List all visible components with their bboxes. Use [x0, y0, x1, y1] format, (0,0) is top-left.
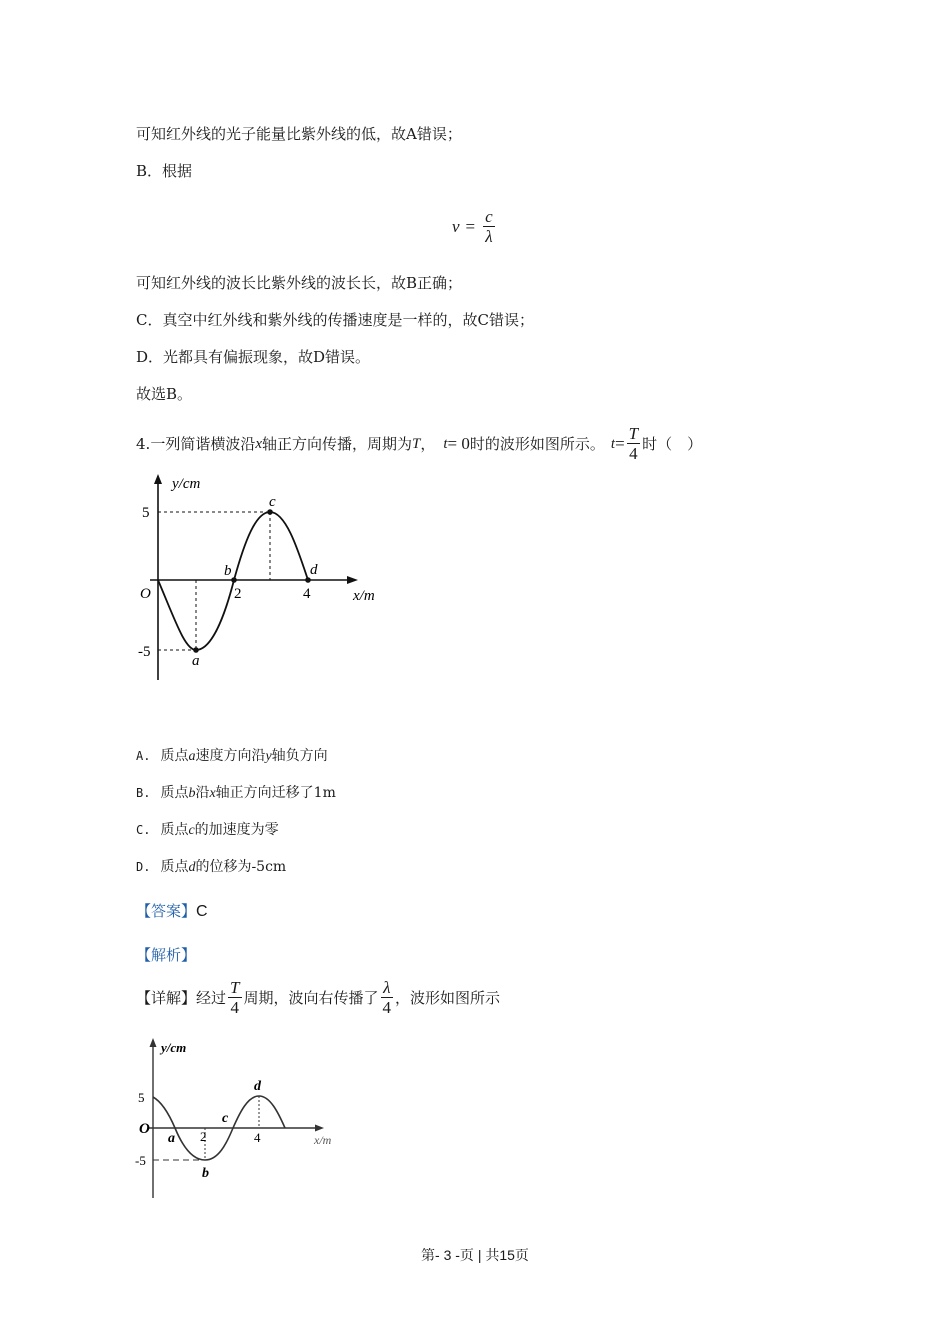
text-line-4: C．真空中红外线和紫外线的传播速度是一样的，故C错误；: [136, 311, 534, 329]
question-t1: t: [610, 435, 616, 452]
question-4: [136, 424, 702, 463]
question-frac-num: T: [628, 424, 639, 443]
option-b-key: B.: [136, 786, 151, 800]
question-T: T: [412, 435, 421, 452]
page-footer: 第- 3 -页 | 共15页: [421, 1247, 529, 1263]
detail-label: 【详解】: [136, 988, 197, 1007]
option-d-key: D.: [136, 860, 151, 874]
option-a-post2: 轴负方向: [271, 748, 328, 764]
option-a-pre: 质点: [160, 748, 189, 764]
option-b[interactable]: [136, 783, 336, 804]
point-a: [193, 647, 199, 653]
option-d-var: d: [188, 860, 196, 875]
question-text-3: ，: [420, 434, 436, 453]
analysis-line: [136, 945, 196, 965]
label-a: a: [192, 653, 200, 669]
option-b-pre: 质点: [160, 785, 189, 801]
label-c: c: [269, 494, 276, 510]
question-text-1: 一列简谐横波沿: [150, 434, 256, 453]
text-line-6: 故选B。: [136, 385, 193, 403]
option-b-var2: x: [209, 786, 216, 801]
detail-f2-num: λ: [383, 978, 391, 997]
question-fraction: [627, 424, 640, 463]
question-text-4: 时的波形如图所示。: [469, 434, 605, 453]
option-d-pre: 质点: [160, 859, 189, 875]
label-c: c: [222, 1111, 229, 1126]
x-axis-arrow-icon: [347, 576, 358, 584]
tick-x-2: 2: [234, 586, 242, 602]
question-number: 4.: [136, 434, 151, 453]
option-a-var: a: [188, 749, 196, 764]
y-axis-arrow-icon: [154, 474, 162, 484]
option-c[interactable]: [136, 820, 279, 841]
formula-num: c: [485, 207, 493, 226]
detail-line: [136, 978, 500, 1017]
label-d: d: [310, 562, 318, 578]
detail-fraction-2: [381, 978, 394, 1017]
formula-eq: =: [465, 216, 476, 236]
question-frac-den: 4: [629, 444, 638, 463]
option-b-var: b: [188, 786, 196, 801]
tick-x-4: 4: [303, 586, 311, 602]
point-d: [305, 577, 311, 583]
wave-graph-2: [130, 1030, 370, 1210]
x-label: x/m: [314, 1133, 332, 1147]
option-a-var2: y: [265, 749, 272, 764]
origin-label: O: [139, 1121, 150, 1137]
option-b-post2: 轴正方向迁移了1m: [215, 785, 336, 801]
tick-y-5: 5: [138, 1090, 145, 1105]
label-b: b: [202, 1166, 209, 1181]
question-x: x: [255, 435, 262, 452]
x-label: x/m: [353, 588, 375, 604]
detail-f1-den: 4: [230, 998, 240, 1017]
label-a: a: [168, 1131, 175, 1146]
option-a-post1: 速度方向沿: [195, 748, 266, 764]
detail-fraction-1: [228, 978, 241, 1017]
option-b-post1: 沿: [195, 785, 210, 801]
tick-y-5: 5: [142, 505, 150, 521]
analysis-label: 【解析】: [136, 946, 197, 964]
question-text-2: 轴正方向传播，周期为: [262, 434, 413, 453]
point-b: [231, 577, 237, 583]
point-c: [267, 509, 273, 515]
y-label: y/cm: [161, 1040, 187, 1055]
question-eq1: =: [615, 433, 625, 453]
option-a-key: A.: [136, 749, 151, 763]
option-c-post1: 的加速度为零: [194, 822, 279, 838]
formula-fraction: [483, 207, 495, 246]
question-text-5: 时（ ）: [642, 434, 703, 453]
wave-graph-1: [130, 470, 390, 700]
tick-x-2: 2: [200, 1129, 207, 1144]
formula-frequency: [452, 207, 497, 246]
tick-x-4: 4: [254, 1130, 261, 1145]
detail-f2-den: 4: [382, 998, 392, 1017]
formula-den: λ: [485, 227, 493, 246]
y-label: y/cm: [172, 476, 201, 492]
answer-value: C: [196, 903, 208, 920]
question-eq0: = 0: [447, 433, 470, 453]
answer-line: [136, 901, 208, 922]
text-line-2: B．根据: [136, 162, 193, 180]
label-d: d: [254, 1079, 261, 1094]
tick-y-neg5: -5: [138, 644, 151, 660]
label-b: b: [224, 563, 232, 579]
option-d-post1: 的位移为-5cm: [195, 859, 287, 875]
text-line-5: D．光都具有偏振现象，故D错误。: [136, 348, 371, 366]
option-c-key: C.: [136, 823, 151, 837]
origin-label: O: [140, 586, 151, 602]
text-line-3: 可知红外线的波长比紫外线的波长长，故B正确；: [136, 274, 463, 292]
x-axis-arrow-icon: [315, 1125, 324, 1132]
question-t0: t: [443, 435, 448, 452]
option-c-var: c: [188, 823, 195, 838]
detail-text-2: 周期，波向右传播了: [243, 988, 379, 1007]
detail-text-3: ，波形如图所示: [395, 988, 501, 1007]
formula-lhs: ν: [452, 216, 460, 236]
option-d[interactable]: [136, 857, 286, 878]
tick-y-neg5: -5: [135, 1153, 146, 1168]
answer-label: 【答案】: [136, 902, 197, 920]
option-c-pre: 质点: [160, 822, 189, 838]
text-line-1: 可知红外线的光子能量比紫外线的低，故A错误；: [136, 125, 462, 143]
option-a[interactable]: [136, 746, 328, 767]
y-axis-arrow-icon: [150, 1038, 157, 1047]
detail-text-1: 经过: [196, 988, 227, 1007]
detail-f1-num: T: [230, 978, 240, 997]
